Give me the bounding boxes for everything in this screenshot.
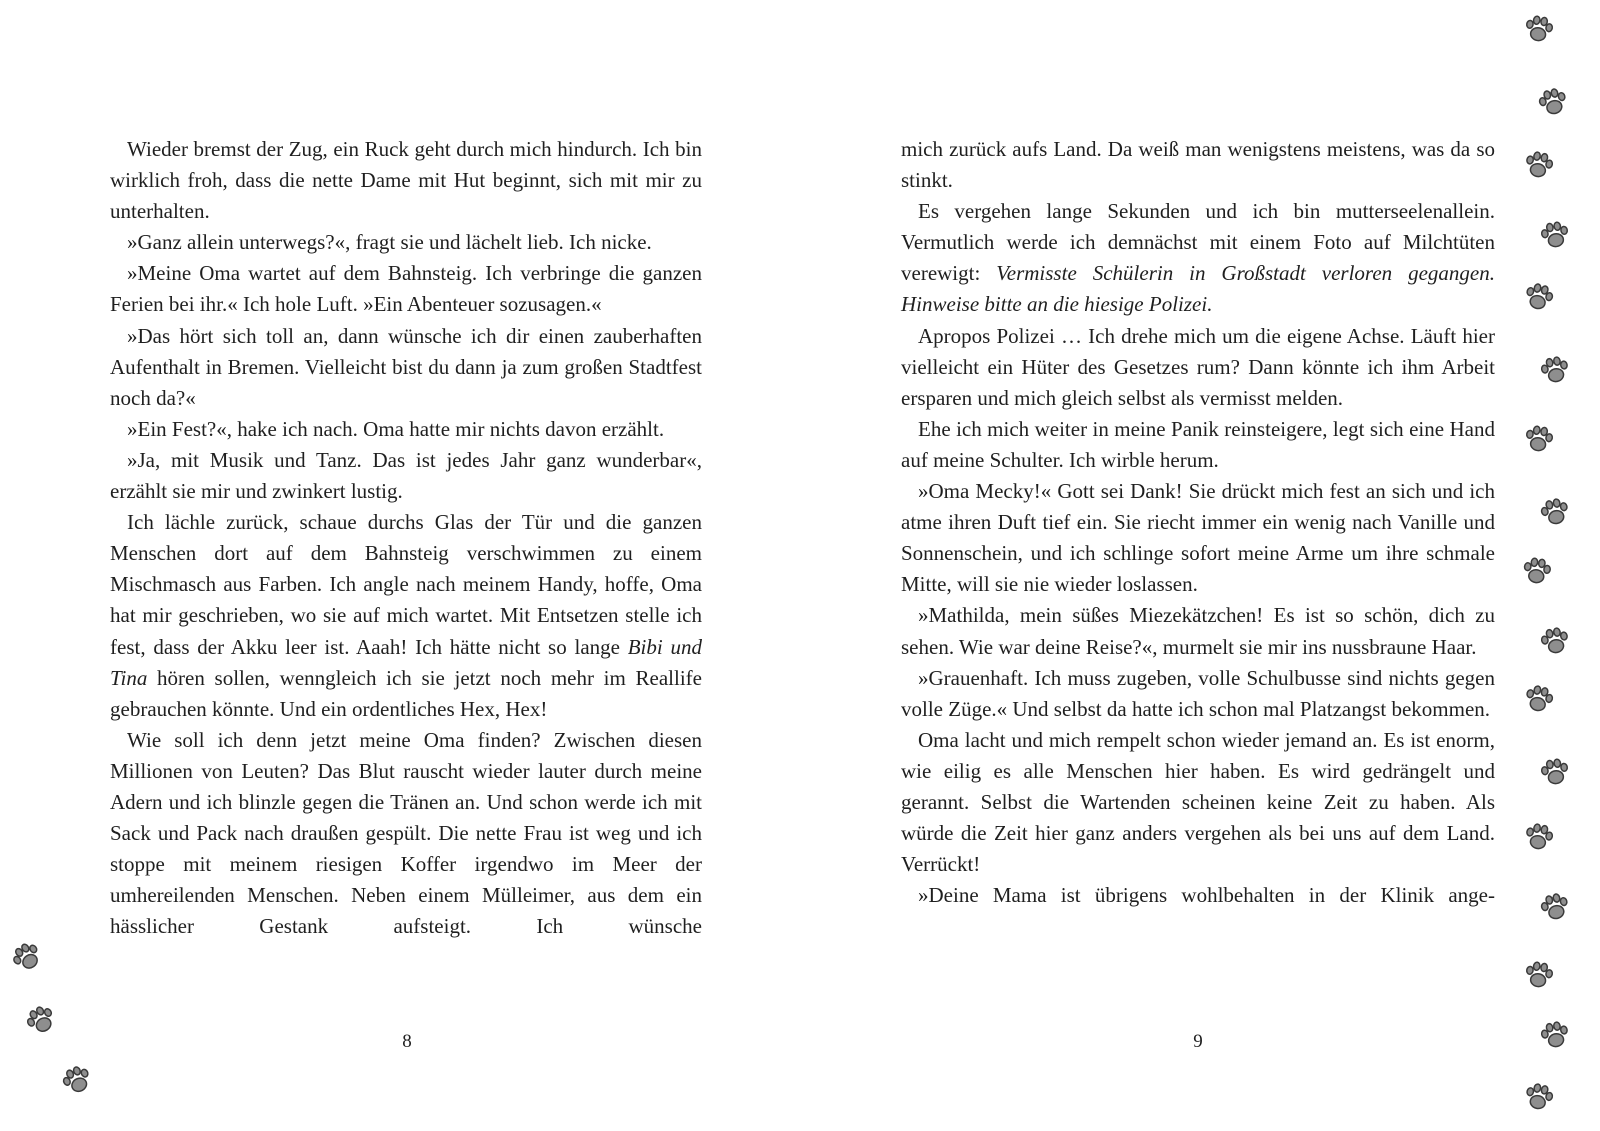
paragraph [901, 476, 1495, 600]
left-page-number: 8 [402, 1031, 412, 1052]
paw-print-icon [6, 936, 48, 978]
paw-print-icon [1521, 147, 1557, 183]
text-segment: »Meine Oma wartet auf dem Bahnsteig. Ich verbringe die ganzen Ferien bei ihr.« Ich hole Luft. »Ein Abenteuer sozusagen.« [110, 261, 702, 317]
text-segment: Es vergehen lange Sekunden und ich bin mutterseelenallein. Vermutlich werde ich demnächst mit einem Foto auf Milchtüten verewigt: [901, 199, 1495, 286]
text-segment: »Grauenhaft. Ich muss zugeben, volle Schulbusse sind nichts gegen volle Züge.« Und selbst da hatte ich schon mal Platzangst bekommen. [901, 665, 1495, 721]
paw-print-icon [1535, 84, 1572, 121]
paw-print-icon [1522, 12, 1557, 47]
text-segment: »Das hört sich toll an, dann wünsche ich dir einen zauberhaften Aufenthalt in Bremen. Vielleicht bist du dann ja zum großen Stadtfest noch da?« [110, 323, 702, 410]
text-segment: »Ja, mit Musik und Tanz. Das ist jedes Jahr ganz wunderbar«, erzählt sie mir und zwinkert lustig. [110, 447, 702, 504]
paw-print-icon [1521, 819, 1557, 855]
paragraph [110, 414, 702, 445]
paw-print-icon [1522, 422, 1557, 457]
paragraph [110, 227, 702, 258]
right-page-number: 9 [1193, 1031, 1203, 1052]
paw-print-icon [1521, 681, 1557, 717]
text-segment: Wie soll ich denn jetzt meine Oma finden? Zwischen diesen Millionen von Leuten? Das Blut rauscht wieder lauter durch meine Adern und ich blinzle gegen die Tränen an. Und schon werde ich mit Sack und Pack nach draußen gespült. Die nette Frau ist weg und ich stoppe mit meinem riesigen Koffer irgendwo im Meer der umhereilenden Menschen. Neben einem Mülleimer, aus dem ein hässlicher Gestank aufsteigt. Ich wünsche [110, 727, 702, 939]
paragraph [901, 321, 1495, 414]
paragraph [110, 134, 702, 227]
paw-print-icon [57, 1060, 97, 1100]
paw-print-icon [1537, 494, 1573, 530]
paw-print-icon [1538, 218, 1573, 253]
paragraph [901, 196, 1495, 320]
text-segment: »Deine Mama ist übrigens wohlbehalten in der Klinik ange- [918, 883, 1495, 908]
paragraph [901, 414, 1495, 476]
paw-print-icon [1537, 889, 1574, 926]
paw-print-icon [1537, 352, 1573, 388]
paw-print-icon [1521, 279, 1558, 316]
italic-text: Vermisste Schülerin in Großstadt verloren gegangen. Hinweise bitte an die hiesige Polizei. [901, 261, 1495, 317]
text-segment: Wieder bremst der Zug, ein Ruck geht durch mich hindurch. Ich bin wirklich froh, dass die nette Dame mit Hut beginnt, sich mit mir zu unterhalten. [110, 137, 702, 224]
paw-print-icon [1520, 554, 1554, 588]
paragraph [901, 663, 1495, 725]
left-page-text [110, 134, 702, 942]
text-segment: Ich lächle zurück, schaue durchs Glas der Tür und die ganzen Menschen dort auf dem Bahnsteig verschwimmen zu einem Mischmasch aus Farben. Ich angle nach meinem Handy, hoffe, Oma hat mir geschrieben, wo sie auf mich wartet. Mit Entsetzen stelle ich fest, dass der Akku leer ist. Aaah! Ich hätte nicht so lange [110, 510, 702, 659]
text-segment: hören sollen, wenngleich ich sie jetzt noch mehr im Reallife gebrauchen könnte. Und ein ordentliches Hex, Hex! [110, 665, 702, 721]
text-segment: mich zurück aufs Land. Da weiß man wenigstens meistens, was da so stinkt. [901, 137, 1495, 193]
right-page-text [901, 134, 1495, 911]
paragraph [110, 321, 702, 414]
text-segment: »Ein Fest?«, hake ich nach. Oma hatte mir nichts davon erzählt. [127, 416, 665, 441]
paragraph [110, 507, 702, 725]
paw-print-icon [1538, 755, 1573, 790]
paragraph [901, 725, 1495, 880]
text-segment: Ehe ich mich weiter in meine Panik reinsteigere, legt sich eine Hand auf meine Schulter. Ich wirble herum. [901, 416, 1495, 472]
paw-print-icon [21, 1000, 62, 1041]
paragraph [110, 445, 702, 507]
paw-print-icon [1521, 1079, 1557, 1115]
paw-print-icon [1537, 1017, 1573, 1053]
paragraph [901, 600, 1495, 662]
paragraph [901, 134, 1495, 196]
text-segment: »Ganz allein unterwegs?«, fragt sie und lächelt lieb. Ich nicke. [127, 230, 652, 255]
italic-text: Bibi und Tina [110, 634, 702, 690]
text-segment: »Mathilda, mein süßes Miezekätzchen! Es ist so schön, dich zu sehen. Wie war deine Reise?«, murmelt sie mir ins nussbraune Haar. [901, 603, 1495, 659]
text-segment: Oma lacht und mich rempelt schon wieder jemand an. Es ist enorm, wie eilig es alle Menschen hier haben. Es wird gedrängelt und gerannt. Selbst die Wartenden scheinen keine Zeit zu haben. Als würde die Zeit hier ganz anders vergehen als bei uns auf dem Land. Verrückt! [901, 727, 1495, 877]
text-segment: Apropos Polizei … Ich drehe mich um die eigene Achse. Läuft hier vielleicht ein Hüter des Gesetzes rum? Dann könnte ich ihm Arbeit ersparen und mich gleich selbst als vermisst melden. [901, 323, 1495, 410]
paragraph [110, 258, 702, 320]
paw-print-icon [1522, 958, 1557, 993]
text-segment: »Oma Mecky!« Gott sei Dank! Sie drückt mich fest an sich und ich atme ihren Duft tief ein. Sie riecht immer ein wenig nach Vanille und Sonnenschein, und ich schlinge sofort meine Arme um ihre schmale Mitte, will sie nie wieder loslassen. [901, 479, 1495, 597]
paragraph [901, 880, 1495, 911]
paragraph [110, 725, 702, 943]
paw-print-icon [1537, 623, 1573, 659]
